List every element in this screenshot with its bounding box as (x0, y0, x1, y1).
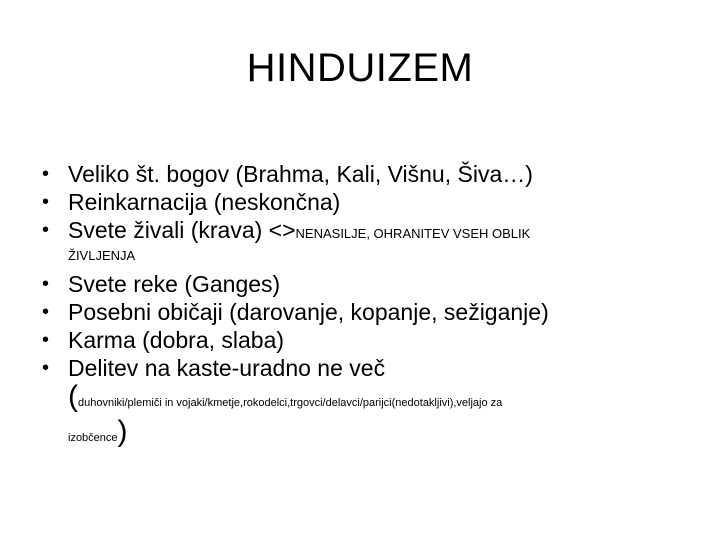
bullet-text-continuation: ŽIVLJENJA (68, 248, 136, 263)
bullet-dot: • (42, 219, 50, 241)
bullet-text: Svete živali (krava) <> (68, 217, 296, 243)
bullet-dot: • (42, 301, 50, 323)
bullet-dot: • (42, 163, 50, 185)
note-line-2: izobčence (68, 432, 118, 444)
bullet-item-customs (42, 298, 712, 326)
bullet-item-castes (42, 354, 712, 452)
bullet-text: Posebni običaji (darovanje, kopanje, sežiganje) (68, 299, 549, 325)
bullet-text: Delitev na kaste-uradno ne več (68, 355, 386, 381)
bullet-text-small: NENASILJE, OHRANITEV VSEH OBLIK (295, 226, 531, 241)
bullet-text: Veliko št. bogov (Brahma, Kali, Višnu, Šiva…) (68, 161, 533, 187)
note-line-1: duhovniki/plemiči in vojaki/kmetje,rokodelci,trgovci/delavci/parijci(nedotakljivi),veljajo za (78, 397, 503, 409)
bullet-dot: • (42, 357, 50, 379)
caste-note-continuation (68, 417, 712, 452)
bullet-text: Karma (dobra, slaba) (68, 327, 285, 353)
bullet-item-sacred-rivers (42, 270, 712, 298)
bullet-item-gods (42, 160, 712, 188)
bullet-text: Svete reke (Ganges) (68, 271, 281, 297)
bullet-dot: • (42, 329, 50, 351)
note-open-paren: ( (68, 380, 78, 413)
bullet-dot: • (42, 273, 50, 295)
bullet-text: Reinkarnacija (neskončna) (68, 189, 341, 215)
bullet-list (42, 160, 712, 452)
note-close-paren: ) (117, 415, 128, 448)
bullet-item-reincarnation (42, 188, 712, 216)
slide-title: HINDUIZEM (246, 46, 474, 90)
bullet-item-sacred-animals (42, 216, 712, 264)
bullet-dot: • (42, 191, 50, 213)
bullet-item-karma (42, 326, 712, 354)
caste-note (68, 382, 712, 417)
